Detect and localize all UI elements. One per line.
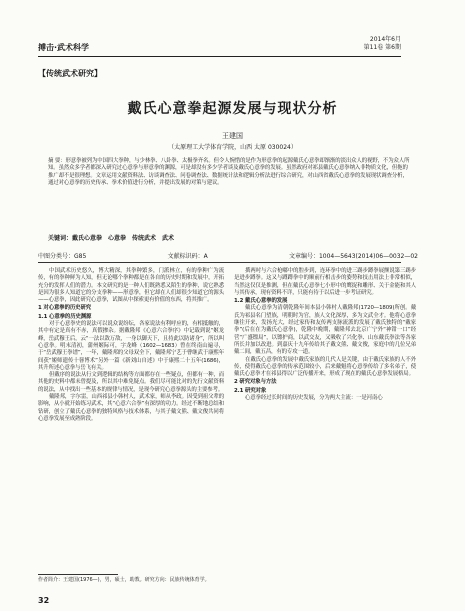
paragraph: 撰两吋与六合枪嘟中的腔步到，连环拳中的进三踢步蹲拳展颤说第三踢步是进步蹲拳。这又与蹲蹲拳中的顺前行相击步的姿势和技击用法上非常相似，当然这仅仅是推测，但在戴氏心意拳七小形中的鹰捉和雕形、关于金能和其人与其传承，现有资料不详，只能有待于以后进一步考证研究。 <box>234 268 416 296</box>
paragraph: 对于心意拳史的说法可以说众说纷纭，各家说法有利呼应的，有相抵触的，其中有定是真有不赤，真假掺杂。据戴隆邦《心意六合拳序》中记载到说“姬龙峰，岳武穆王后，云“一法以敌万敌，一身以御天下，且持此以防诸身”，所以叫心意拳。明末清初，蒲州姬际可，字龙峰（1602—1683）曾在终南山遍寻，于“岳武穆王拳谱”，一年，戴隆邦的父母双全下，戴隆邦宁艺于曹继武于康熙年间获“姬师遗传十晷博术”另外一篇《新刘山自述》中于康熙二十五年(1686)，其升所述心意拳与岳飞有关。 <box>38 321 224 371</box>
section-rule <box>38 262 401 263</box>
section-heading: 2 研究对象与方法 <box>234 379 277 386</box>
affiliation: （太原理工大学体育学院，山西 太原 030024） <box>168 144 297 151</box>
section-heading: 1 对心意拳的历史研究 <box>38 305 92 312</box>
footnote-rule <box>38 574 118 575</box>
paragraph: 心意拳经过长时间的历史发展，分为两大主流：一是河南心 <box>245 395 383 402</box>
paragraph: 戴隆邦，字尔雷，山西祁县小韩村人，武术家，师从李政。因受到祖父辈的影响，从小就开始练习武术，其“心意六合拳”有深厚的功力。经过不断地总结和钻研，创立了戴氏心意拳的独特风格与技术体系，与其子戴文熊、戴文俊共同将心意拳发展至成熟阶段。 <box>38 394 224 422</box>
journal-issue: 第11卷 第6期 <box>363 44 401 51</box>
article-title: 戴氏心意拳起源发展与现状分析 <box>127 101 338 117</box>
article-number: 文章编号：1004—5643(2014)06—0032—02 <box>288 253 418 260</box>
journal-issue-info <box>364 36 401 52</box>
page-number: 32 <box>38 596 50 605</box>
paragraph: 戴氏心意拳为清朝乾隆年间本县小韩村人戴隆邦(1720—1809)所创。戴氏为祁县名门望族，明朝时为官，族人文化深厚，多为文武全才。他将心意拳继往开来，发扬光大，经过家传和友传两支脉流派的发展了戴氏独特的“戴家拳”(后在在为戴氏心意拳)，乾隆中晚期，戴隆邦去北京广宁外“神钳一口”经营“广盛镖局”，以镖护商，以武交友，又吸收了兴化拳、山东戴氏拳法等各家所长并加以改进。到嘉庆十九年传给其子戴文熊、戴文俊，家庭中的几位兄弟戴二闾，戴五昌，有的专攻一道。 <box>234 305 416 356</box>
paragraph: 中国武术历史悠久，博大精深，其拳种繁多，门派林立，有的拳种广为流传，有的拳种鲜为人知，但无论哪个拳种都是在各自的历史时期和发展中，开拓充分的发挥人们的潜力。本文研究的是一种人们既熟悉又陌生的拳种，说它熟悉是因为很多人知道它的分支拳种——形意拳，但它却在人们却很少知道它的源头——心意拳，因此研究心意拳，试图从中探索更有价值的东西，将其推广。 <box>38 268 224 304</box>
clc-number: 中图分类号：G85 <box>38 253 87 260</box>
section-tag: 【传统武术研究】 <box>38 69 102 78</box>
journal-name: 搏击·武术科学 <box>38 43 90 52</box>
body-column-left <box>38 268 224 423</box>
classification-line <box>38 251 418 260</box>
section-heading: 1.1 心意拳的历史渊源 <box>38 313 92 320</box>
journal-date: 2014年6月 <box>369 36 401 43</box>
abstract: 摘 要：形意拳被列为中国四大拳种，与少林拳、八卦拳、太极拳齐名。但令人惋惜的是作为形意拳的起源戴氏心意拳却渐渐的淡出众人的视野，不为众人所知。虽然众多学者都深入研究过心意拳与形意拳的渊源，可是却没有多少学者谈及戴氏心意拳的发展。虽然政府对祁县戴氏心意拳纳入非物质文化，但拖的推广却不是很理想。文章运用文献资料法、访谈调查法、问卷调查法、数据统计法和逻辑分析法进行综合研究，对山西省戴氏心意拳的发展现状调查分析，通过对心意拳的历史传承、拳术价值进行分析，并提出发展的对策与建议。 <box>48 158 410 186</box>
section-heading: 2.1 研究对象 <box>234 387 267 394</box>
header-rule <box>38 56 401 57</box>
author-footnote: 作者简介：王建国(1976—)，男，硕士，助教。研究方向：民族传统体育学。 <box>38 577 210 583</box>
paragraph: 但戴序的说法从行文到逻辑的结构等方面都存在一些疑点，但都有一种，而其他的史料中都未曾提及，所以其中难免疑点。我们尽可能比对的先行文献资料的说法，从中找出一些基本的规律与情况，是现今研究心意拳源头的主要参考。 <box>38 372 224 393</box>
keywords: 关键词：戴氏心意拳 心意拳 传统武术 武术 <box>48 235 175 242</box>
section-heading: 1.2 戴氏心意拳的发展 <box>234 298 288 305</box>
paragraph: 在戴氏心意拳的发展中戴氏家族的几代人是关键，由于戴氏家族的人不外传，使得戴氏心意拳的传承范围较小，后来戴魁将心意拳传给了多名弟子，使戴氏心意拳才在祁县得以广泛传播开来，形成了现在的戴氏心意拳发展格局。 <box>234 356 416 378</box>
body-column-right <box>234 268 416 402</box>
doc-code: 文献标识码：A <box>167 253 208 260</box>
author: 王建国 <box>222 132 243 140</box>
